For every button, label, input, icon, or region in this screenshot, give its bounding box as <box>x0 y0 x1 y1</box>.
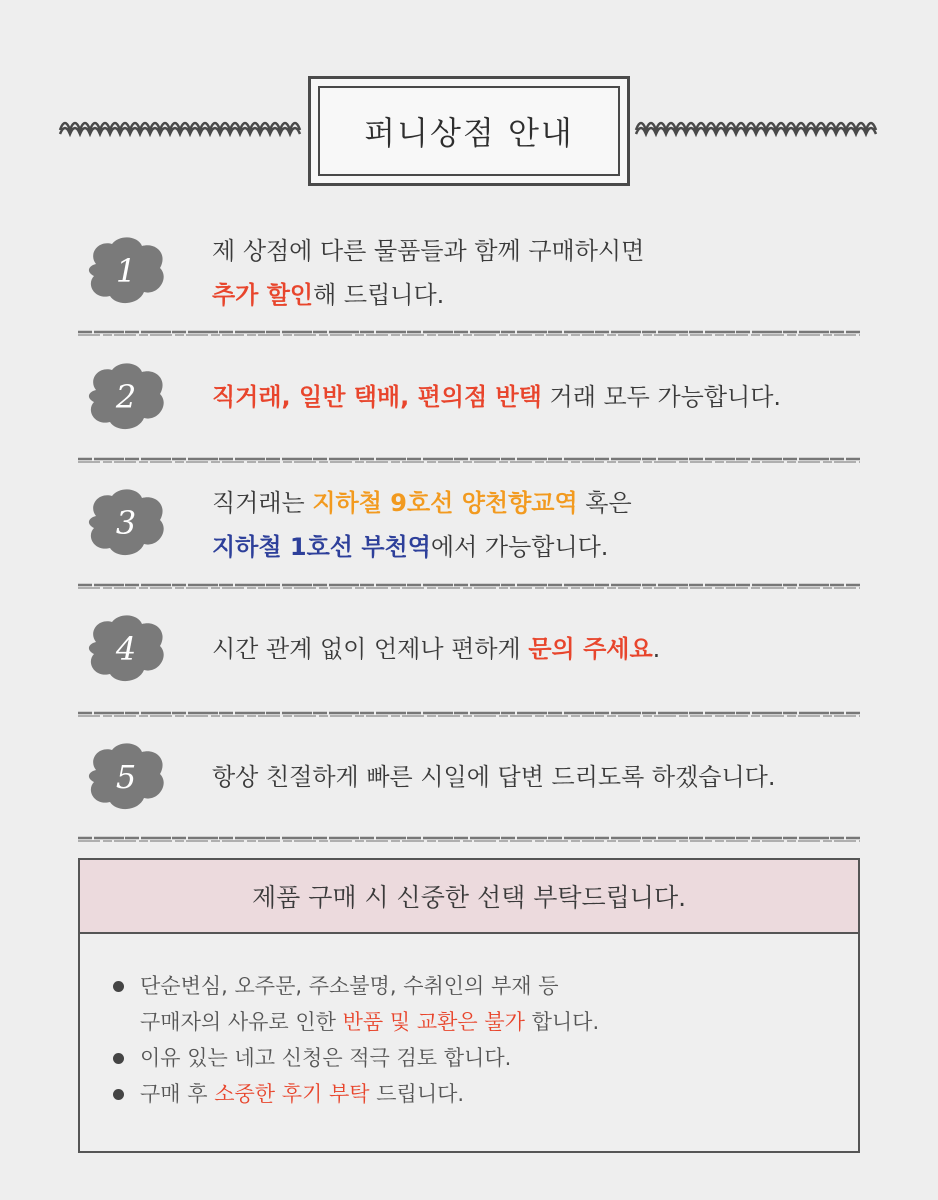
page-title: 퍼니상점 안내 <box>318 86 620 176</box>
row-divider <box>78 834 860 844</box>
notice-bullet-item <box>110 968 599 1004</box>
row-divider <box>78 709 860 719</box>
notice-text-segment: 합니다. <box>524 1010 600 1034</box>
info-text-segment: 해 드립니다. <box>313 281 445 309</box>
info-text-segment: 문의 주세요 <box>528 635 653 663</box>
bullet-dot-icon <box>113 1089 124 1100</box>
row-divider <box>78 455 860 465</box>
info-text-segment: 거래 모두 가능합니다. <box>541 383 782 411</box>
info-text-line <box>212 481 632 525</box>
info-text-segment: 직거래, 일반 택배, 편의점 반택 <box>212 383 542 411</box>
notice-text-segment: 구매자의 사유로 인한 <box>140 1010 343 1034</box>
info-text-segment: 지하철 9호선 양천향교역 <box>312 489 578 517</box>
info-text <box>212 755 775 799</box>
info-text-line <box>212 627 660 671</box>
notice-bullet-continuation <box>110 1004 599 1040</box>
info-text-segment: 추가 할인 <box>212 281 314 309</box>
badge-number: 3 <box>115 504 137 542</box>
info-text-line <box>212 273 644 317</box>
info-text-line <box>212 229 644 273</box>
badge-number: 4 <box>115 630 137 668</box>
info-row <box>0 738 938 828</box>
info-text-line <box>212 755 775 799</box>
info-text <box>212 375 781 419</box>
info-text <box>212 481 632 569</box>
left-scallop-decoration <box>58 112 304 140</box>
right-scallop-decoration <box>634 112 880 140</box>
info-row <box>0 232 938 322</box>
info-text <box>212 627 660 671</box>
notice-list <box>110 968 599 1112</box>
number-badge <box>84 486 168 560</box>
badge-number: 1 <box>115 252 137 290</box>
bullet-dot-icon <box>113 1053 124 1064</box>
bullet-dot-icon <box>113 981 124 992</box>
info-row <box>0 358 938 448</box>
notice-text-segment: 구매 후 <box>140 1082 215 1106</box>
info-row <box>0 610 938 700</box>
number-badge <box>84 740 168 814</box>
number-badge <box>84 360 168 434</box>
number-badge <box>84 612 168 686</box>
badge-number: 2 <box>115 378 137 416</box>
notice-text-segment: 단순변심, 오주문, 주소불명, 수취인의 부재 등 <box>140 974 559 998</box>
notice-text-segment: 반품 및 교환은 불가 <box>342 1010 525 1034</box>
number-badge <box>84 234 168 308</box>
notice-text-segment: 소중한 후기 부탁 <box>214 1082 370 1106</box>
info-text-segment: 직거래는 <box>212 489 313 517</box>
info-text-segment: 항상 친절하게 빠른 시일에 답변 드리도록 하겠습니다. <box>212 763 776 791</box>
notice-bullet-item <box>110 1040 599 1076</box>
notice-heading: 제품 구매 시 신중한 선택 부탁드립니다. <box>80 860 858 934</box>
info-text-line <box>212 375 781 419</box>
row-divider <box>78 328 860 338</box>
info-row <box>0 484 938 574</box>
info-text-segment: 시간 관계 없이 언제나 편하게 <box>212 635 529 663</box>
badge-number: 5 <box>115 758 137 796</box>
notice-bullet-item <box>110 1076 599 1112</box>
info-text-line <box>212 525 632 569</box>
info-text-segment: . <box>652 635 661 663</box>
title-frame <box>308 76 630 186</box>
notice-box <box>78 858 860 1153</box>
info-text-segment: 제 상점에 다른 물품들과 함께 구매하시면 <box>212 237 645 265</box>
row-divider <box>78 581 860 591</box>
notice-text-segment: 드립니다. <box>369 1082 465 1106</box>
info-text <box>212 229 644 317</box>
info-text-segment: 혹은 <box>577 489 632 517</box>
notice-text-segment: 이유 있는 네고 신청은 적극 검토 합니다. <box>140 1046 512 1070</box>
info-text-segment: 지하철 1호선 부천역 <box>212 533 431 561</box>
info-text-segment: 에서 가능합니다. <box>430 533 609 561</box>
